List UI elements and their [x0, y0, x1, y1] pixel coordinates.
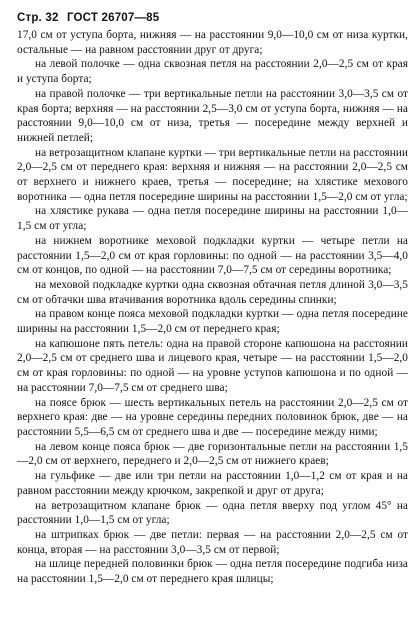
paragraph: на капюшоне пять петель: одна на правой стороне капюшона на расстоянии 2,0—2,5 см от среднего шва и лицевого края, четыре — на расстоянии 1,5—2,0 см от края горловины: по одной — на уровне уступов капюшона и по одной — на расстоянии 7,0—7,5 см от среднего шва; [17, 337, 408, 394]
body-text [17, 28, 408, 587]
paragraph: на левом конце пояса брюк — две горизонтальные петли на расстоянии 1,5—2,0 см от верхнего, переднего и 2,0—2,5 см от нижнего краев; [17, 440, 408, 468]
paragraph: на гульфике — две или три петли на расстоянии 1,0—1,2 см от края и на равном расстоянии между крючком, закрепкой и друг от друга; [17, 470, 408, 497]
document-page [17, 8, 408, 587]
paragraph: на шлице передней половинки брюк — одна петля посередине подгиба низа на расстоянии 1,5—2,0 см от переднего края шлицы; [17, 558, 408, 586]
standard-designation: ГОСТ 26707—85 [66, 12, 160, 24]
paragraph: на поясе брюк — шесть вертикальных петель на расстоянии 2,0—2,5 см от верхнего края: две — на уровне середины передних половинок брюк, две — на расстоянии 5,5—6,5 см от среднего шва и две — посередине между ними; [17, 396, 408, 438]
paragraph: на ветрозащитном клапане куртки — три вертикальные петли на расстоянии 2,0—2,5 см от переднего края: верхняя и нижняя — на расстоянии 2,0—2,5 см от верхнего и нижнего краев, третья — посередине; на хлястике мехового воротника — одна петля посередине ширины на расстоянии 1,5—2,0 см от угла; [17, 146, 408, 203]
paragraph: на хлястике рукава — одна петля посередине ширины на расстоянии 1,0—1,5 см от угла; [17, 205, 408, 233]
page-header [17, 8, 408, 28]
paragraph: на нижнем воротнике меховой подкладки куртки — четыре петли на расстоянии 1,5—2,0 см от края горловины: по одной — на расстоянии 3,5—4,0 см от концов, по одной — на расстоянии 7,0—7,5 см от середины воротника; [17, 234, 408, 277]
paragraph: на меховой подкладке куртки одна сквозная обтачная петля длиной 3,0—3,5 см от обтачки шва втачивания воротника вдоль середины спинки; [17, 278, 408, 306]
paragraph: на правой полочке — три вертикальные петли на расстоянии 3,0—3,5 см от края борта; верхняя — на расстоянии 2,5—3,0 см от уступа борта, нижняя — на расстоянии 9,0—10,0 см от низа, третья — посередине между верхней и нижней петлей; [17, 87, 408, 144]
paragraph: на правом конце пояса меховой подкладки куртки — одна петля посередине ширины на расстоянии 1,5—2,0 см от переднего края; [17, 308, 408, 336]
paragraph: 17,0 см от уступа борта, нижняя — на расстоянии 9,0—10,0 см от низа куртки, остальные — на равном расстоянии друг от друга; [17, 29, 408, 56]
page-number: Стр. 32 [17, 12, 59, 24]
paragraph: на левой полочке — одна сквозная петля на расстоянии 2,0—2,5 см от края и уступа борта; [17, 58, 408, 86]
paragraph: на ветрозащитном клапане брюк — одна петля вверху под углом 45° на расстоянии 1,0—1,5 см от угла; [17, 499, 408, 527]
paragraph: на штрипках брюк — две петли: первая — на расстоянии 2,0—2,5 см от конца, вторая — на расстоянии 3,0—3,5 см от первой; [17, 528, 408, 556]
